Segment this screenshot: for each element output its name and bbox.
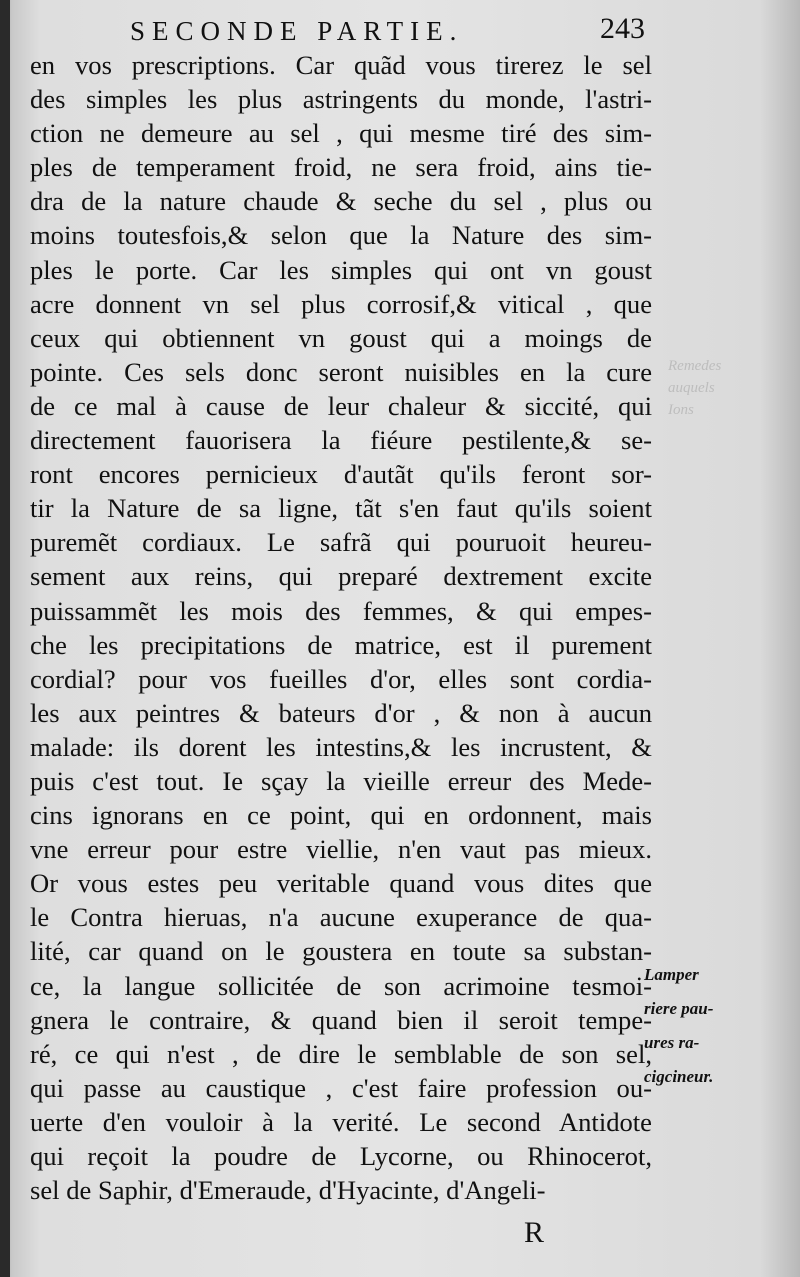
text-line: des simples les plus astringents du monde, l'astri-: [30, 84, 652, 115]
bleed-through-text: Remedes auquels Ions: [668, 358, 722, 418]
text-line: ction ne demeure au sel , qui mesme tiré des sim-: [30, 118, 652, 149]
text-line: malade: ils dorent les intestins,& les incrustent, &: [30, 731, 652, 762]
margin-note: [644, 958, 794, 1094]
text-line: directement fauorisera la fiéure pestilente,& se-: [30, 425, 652, 456]
text-line: cordial? pour vos fueilles d'or, elles sont cordia-: [30, 663, 652, 694]
text-line: qui passe au caustique , c'est faire profession ou-: [30, 1072, 652, 1103]
margin-note-line: ures ra-: [644, 1033, 700, 1052]
text-line: che les precipitations de matrice, est il purement: [30, 629, 652, 660]
margin-note-line: Lamper: [644, 965, 699, 984]
text-line: vne erreur pour estre viellie, n'en vaut pas mieux.: [30, 834, 652, 865]
text-line: acre donnent vn sel plus corrosif,& vitical , que: [30, 288, 652, 319]
signature-mark: R: [524, 1216, 545, 1249]
text-line: le Contra hieruas, n'a aucune exuperance de qua-: [30, 902, 652, 933]
text-line: les aux peintres & bateurs d'or , & non à aucun: [30, 697, 652, 728]
text-line: pointe. Ces sels donc seront nuisibles en la cure: [30, 356, 652, 387]
text-line: qui reçoit la poudre de Lycorne, ou Rhinocerot,: [30, 1141, 652, 1171]
running-title: SECONDE PARTIE.: [130, 16, 464, 46]
text-line: de ce mal à cause de leur chaleur & siccité, qui: [30, 390, 652, 421]
text-line: puis c'est tout. Ie sçay la vieille erreur des Mede-: [30, 765, 652, 796]
text-line: en vos prescriptions. Car quãd vous tirerez le sel: [30, 50, 652, 80]
margin-note-line: cigcineur.: [644, 1067, 714, 1086]
text-line: uerte d'en vouloir à la verité. Le second Antidote: [30, 1106, 652, 1137]
text-line: ront encores pernicieux d'autãt qu'ils feront sor-: [30, 459, 652, 490]
text-line: puremẽt cordiaux. Le safrã qui pouruoit heureu-: [30, 527, 652, 558]
text-line: lité, car quand on le goustera en toute sa substan-: [30, 936, 652, 967]
text-line: ceux qui obtiennent vn goust qui a moings de: [30, 322, 652, 353]
text-line: gnera le contraire, & quand bien il seroit tempe-: [30, 1004, 652, 1035]
page-gutter-shadow: [0, 0, 10, 1277]
page-number: 243: [600, 12, 645, 45]
text-line: sel de Saphir, d'Emeraude, d'Hyacinte, d'Angeli-: [30, 1175, 546, 1206]
text-line: Or vous estes peu veritable quand vous dites que: [30, 868, 652, 899]
margin-note-line: riere pau-: [644, 999, 714, 1018]
text-line: sement aux reins, qui preparé dextrement excite: [30, 561, 652, 592]
page-header: [0, 6, 800, 46]
text-line: cins ignorans en ce point, qui en ordonnent, mais: [30, 800, 652, 831]
body-text: [30, 48, 652, 1207]
text-line: ples le porte. Car les simples qui ont vn goust: [30, 254, 652, 285]
text-line: moins toutesfois,& selon que la Nature des sim-: [30, 220, 652, 251]
text-line: ré, ce qui n'est , de dire le semblable de son sel,: [30, 1038, 652, 1069]
text-line: ce, la langue sollicitée de son acrimoine tesmoi-: [30, 970, 652, 1001]
text-line: ples de temperament froid, ne sera froid, ains tie-: [30, 152, 652, 183]
text-line: tir la Nature de sa ligne, tãt s'en faut qu'ils soient: [30, 493, 652, 524]
text-line: puissammẽt les mois des femmes, & qui empes-: [30, 595, 652, 626]
text-line: dra de la nature chaude & seche du sel , plus ou: [30, 186, 652, 217]
